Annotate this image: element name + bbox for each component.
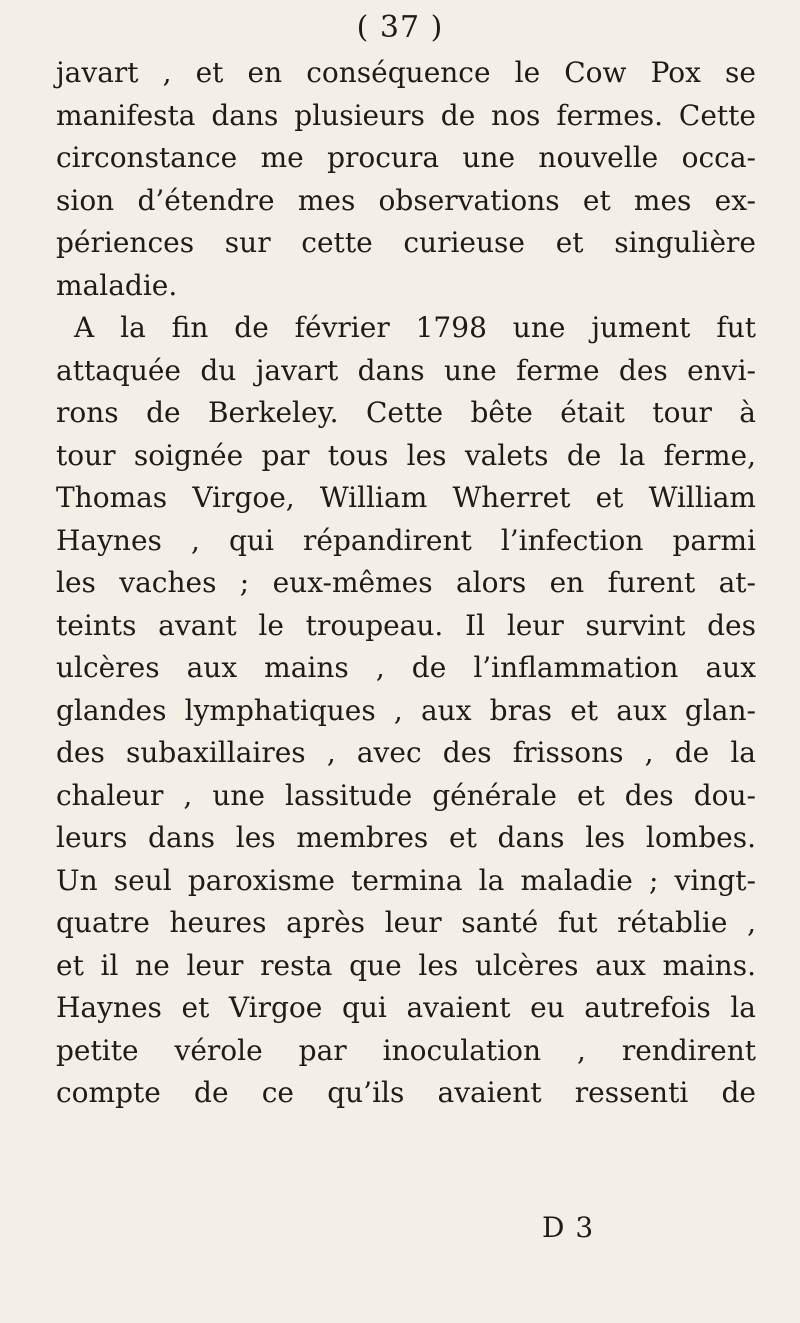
text-line: les vaches ; eux-mêmes alors en furent at- [56, 566, 756, 599]
text-line: sion d’étendre mes observations et mes ex- [56, 183, 756, 217]
text-line: leurs dans les membres et dans les lombes. [56, 821, 756, 854]
page-number: ( 37 ) [356, 10, 444, 45]
text-line: quatre heures après leur santé fut rétablie , [56, 906, 756, 939]
text-line: javart , et en conséquence le Cow Pox se [56, 56, 756, 89]
text-line: Haynes , qui répandirent l’infection parmi [56, 523, 756, 557]
text-line: teints avant le troupeau. Il leur survint des [56, 608, 756, 642]
text-line: manifesta dans plusieurs de nos fermes. Cette [56, 98, 756, 132]
text-line: A la fin de février 1798 une jument fut [74, 311, 756, 344]
text-line: maladie. [56, 268, 178, 302]
text-line: et il ne leur resta que les ulcères aux mains. [56, 948, 756, 982]
text-line: Thomas Virgoe, William Wherret et William [56, 481, 756, 514]
body-text [56, 52, 756, 1115]
text-line: ulcères aux mains , de l’inflammation aux [56, 651, 756, 684]
text-line: rons de Berkeley. Cette bête était tour à [56, 396, 756, 429]
signature-mark: D 3 [542, 1211, 595, 1244]
text-line: tour soignée par tous les valets de la ferme, [56, 438, 756, 472]
text-line: Haynes et Virgoe qui avaient eu autrefois la [56, 991, 756, 1024]
text-line: glandes lymphatiques , aux bras et aux glan- [56, 693, 756, 727]
text-line: chaleur , une lassitude générale et des dou- [56, 778, 756, 812]
text-line: Un seul paroxisme termina la maladie ; vingt- [56, 863, 756, 897]
text-line: périences sur cette curieuse et singulière [56, 226, 756, 259]
text-line: attaquée du javart dans une ferme des envi- [56, 353, 756, 387]
text-line: petite vérole par inoculation , rendirent [56, 1033, 756, 1067]
text-line: compte de ce qu’ils avaient ressenti de [56, 1076, 756, 1109]
text-line: circonstance me procura une nouvelle occa- [56, 141, 756, 174]
text-line: des subaxillaires , avec des frissons , de la [56, 736, 756, 769]
